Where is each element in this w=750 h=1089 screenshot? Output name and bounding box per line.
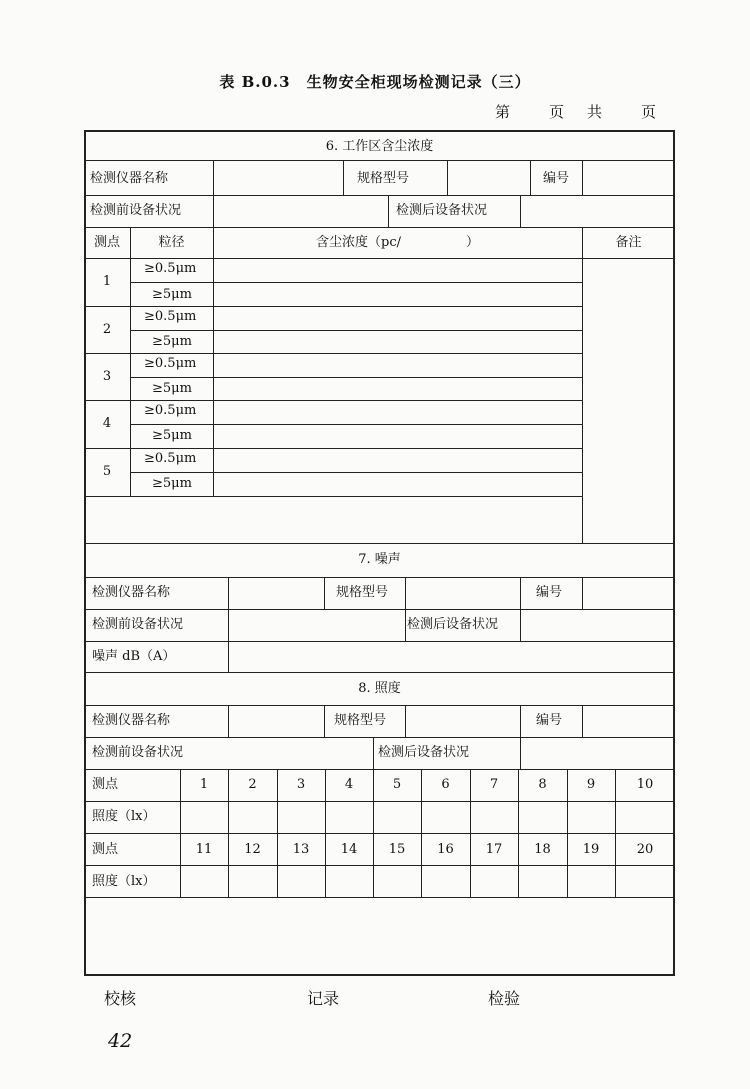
grid-hline [130, 330, 582, 331]
grid-vline [520, 705, 521, 737]
grid-vline [213, 195, 214, 227]
grid-hline [84, 448, 582, 449]
grid-hline [84, 306, 582, 307]
s6-size-5a: ≥0.5μm [144, 451, 197, 466]
s6-size-2a: ≥0.5μm [144, 309, 197, 324]
s6-col-point: 测点 [93, 235, 120, 250]
grid-vline [520, 609, 521, 641]
lux-point-number: 20 [636, 842, 654, 857]
s6-size-5b: ≥5μm [152, 476, 192, 491]
lux-point-number: 15 [388, 842, 406, 857]
grid-vline [228, 705, 229, 737]
grid-vline [520, 737, 521, 769]
grid-vline [582, 227, 583, 543]
s6-size-3b: ≥5μm [152, 381, 192, 396]
s6-point-2: 2 [102, 322, 112, 337]
grid-vline [213, 227, 214, 496]
s8-serial-label: 编号 [536, 713, 563, 728]
grid-hline [84, 609, 675, 610]
grid-hline [130, 282, 582, 283]
grid-vline [520, 195, 521, 227]
s6-col-note: 备注 [615, 235, 642, 250]
lux-point-number: 2 [248, 777, 257, 792]
grid-vline [130, 227, 131, 496]
grid-hline [84, 672, 675, 673]
record-signature-label: 记录 [307, 989, 340, 1008]
grid-hline [84, 833, 675, 834]
section7-title: 7. 噪声 [358, 552, 401, 567]
page-title: 表 B.0.3 生物安全柜现场检测记录（三） [219, 73, 531, 91]
total-prefix: 共 [587, 103, 603, 121]
grid-hline [84, 353, 582, 354]
grid-vline [324, 705, 325, 737]
lux-point-number: 4 [344, 777, 354, 792]
lux-point-number: 16 [437, 842, 454, 857]
s8-lux-label-2: 照度（lx） [92, 874, 156, 889]
page-suffix: 页 [549, 103, 565, 121]
lux-point-number: 3 [296, 777, 306, 792]
lux-point-number: 18 [534, 842, 551, 857]
s6-model-label: 规格型号 [357, 171, 410, 186]
s8-point-label-2: 测点 [92, 842, 119, 857]
lux-point-number: 7 [489, 777, 499, 792]
grid-vline [405, 705, 406, 737]
page-number: 42 [108, 1030, 133, 1052]
grid-hline [130, 424, 582, 425]
lux-point-number: 12 [244, 842, 261, 857]
lux-point-number: 17 [485, 842, 503, 857]
s6-size-4a: ≥0.5μm [144, 403, 197, 418]
lux-point-number: 10 [636, 777, 654, 792]
grid-vline [582, 160, 583, 195]
lux-point-number: 8 [538, 777, 547, 792]
grid-vline [228, 609, 229, 641]
lux-point-number: 13 [292, 842, 310, 857]
s8-lux-label-1: 照度（lx） [92, 809, 156, 824]
lux-point-number: 11 [195, 842, 213, 857]
check-signature-label: 校核 [104, 989, 137, 1008]
s6-point-1: 1 [102, 274, 112, 289]
s6-before-label: 检测前设备状况 [90, 203, 182, 218]
grid-hline [84, 577, 675, 578]
s6-point-3: 3 [102, 369, 112, 384]
grid-vline [405, 609, 406, 641]
grid-vline [324, 577, 325, 609]
grid-hline [130, 472, 582, 473]
s8-model-label: 规格型号 [334, 713, 387, 728]
s6-point-4: 4 [102, 416, 112, 431]
lux-point-number: 1 [199, 777, 209, 792]
lux-point-number: 14 [340, 842, 358, 857]
grid-vline [530, 160, 531, 195]
grid-vline [582, 705, 583, 737]
grid-vline [373, 737, 374, 769]
s8-instrument-label: 检测仪器名称 [92, 713, 171, 728]
grid-hline [84, 160, 675, 161]
grid-vline [520, 577, 521, 609]
grid-hline [84, 227, 675, 228]
s7-model-label: 规格型号 [336, 585, 389, 600]
grid-hline [84, 705, 675, 706]
s6-point-5: 5 [102, 464, 112, 479]
s6-col-size: 粒径 [158, 235, 185, 250]
grid-hline [84, 737, 675, 738]
grid-hline [84, 543, 675, 544]
s7-before-label: 检测前设备状况 [92, 617, 184, 632]
s7-noise-label: 噪声 dB（A） [92, 649, 176, 664]
s6-size-4b: ≥5μm [152, 428, 192, 443]
s7-serial-label: 编号 [536, 585, 563, 600]
s6-size-2b: ≥5μm [152, 334, 192, 349]
grid-hline [84, 496, 582, 497]
grid-hline [84, 400, 582, 401]
grid-hline [84, 897, 675, 898]
s8-before-label: 检测前设备状况 [92, 745, 184, 760]
grid-hline [84, 641, 675, 642]
lux-point-number: 19 [582, 842, 600, 857]
s6-after-label: 检测后设备状况 [396, 203, 488, 218]
s7-instrument-label: 检测仪器名称 [92, 585, 171, 600]
grid-vline [213, 160, 214, 195]
grid-hline [84, 258, 675, 259]
grid-vline [388, 195, 389, 227]
grid-hline [84, 769, 675, 770]
s6-size-1a: ≥0.5μm [144, 261, 197, 276]
s6-size-1b: ≥5μm [152, 287, 192, 302]
s6-serial-label: 编号 [543, 171, 570, 186]
lux-point-number: 9 [586, 777, 596, 792]
page-number-prefix: 第 [495, 103, 511, 121]
s8-point-label-1: 测点 [92, 777, 119, 792]
inspect-signature-label: 检验 [488, 989, 521, 1008]
grid-hline [84, 865, 675, 866]
grid-vline [447, 160, 448, 195]
s6-size-3a: ≥0.5μm [144, 356, 197, 371]
lux-point-number: 6 [441, 777, 450, 792]
total-suffix: 页 [641, 103, 657, 121]
grid-hline [84, 195, 675, 196]
grid-hline [84, 801, 675, 802]
s8-after-label: 检测后设备状况 [378, 745, 470, 760]
grid-vline [405, 577, 406, 609]
s7-after-label: 检测后设备状况 [407, 617, 499, 632]
grid-vline [582, 577, 583, 609]
grid-hline [130, 377, 582, 378]
section8-title: 8. 照度 [358, 681, 401, 696]
section6-title: 6. 工作区含尘浓度 [325, 139, 434, 154]
s6-col-concentration: 含尘浓度（pc/ ） [316, 235, 479, 250]
grid-vline [343, 160, 344, 195]
s6-instrument-label: 检测仪器名称 [90, 171, 169, 186]
lux-point-number: 5 [392, 777, 402, 792]
